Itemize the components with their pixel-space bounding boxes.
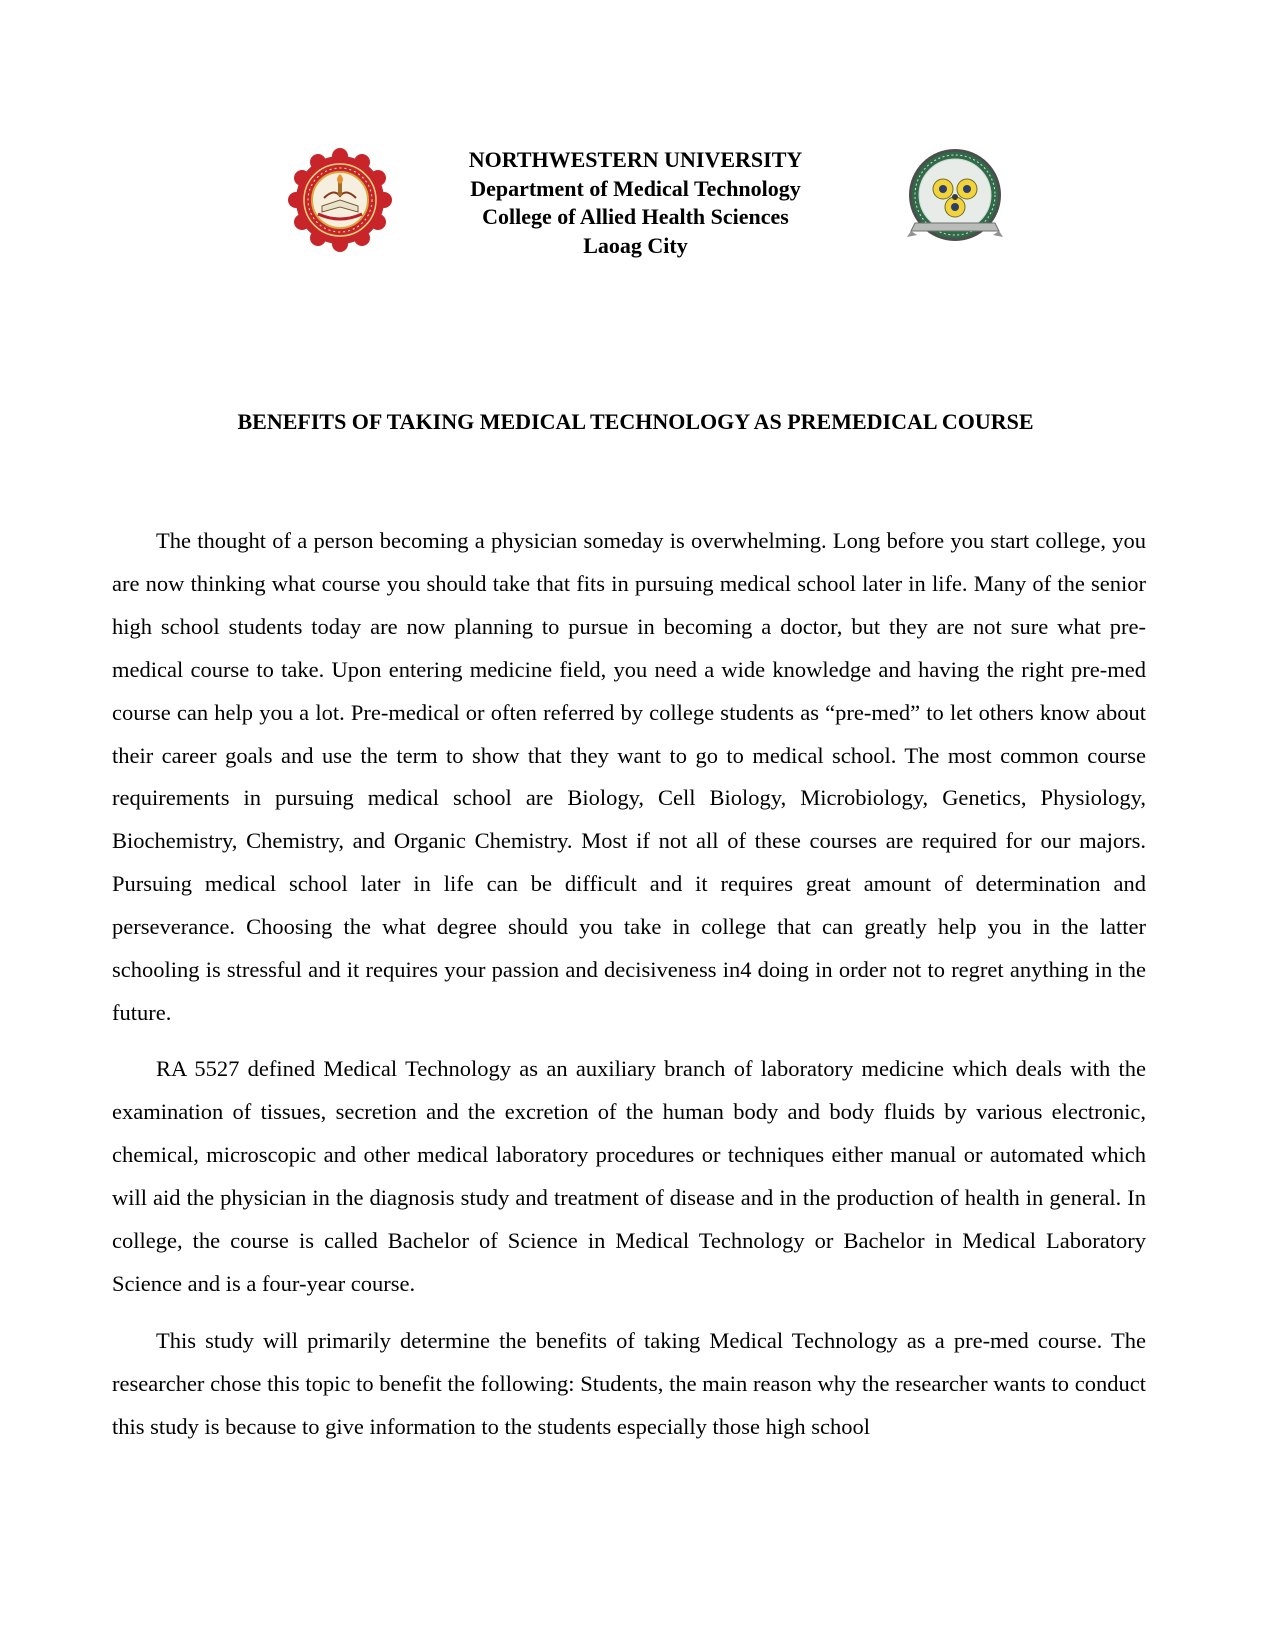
city-name: Laoag City	[583, 232, 688, 258]
institution-header	[0, 146, 1271, 260]
paragraph-3: This study will primarily determine the benefits of taking Medical Technology as a pre-med course. The researcher chose this topic to benefit the following: Students, the main reason why the researcher wants to conduct this study is because to give information to the students especially those high school	[112, 1328, 1146, 1439]
paragraph-1: The thought of a person becoming a physician someday is overwhelming. Long before you start college, you are now thinking what course you should take that fits in pursuing medical school later in life. Many of the senior high school students today are now planning to pursue in becoming a doctor, but they are not sure what pre-medical course to take. Upon entering medicine field, you need a wide knowledge and having the right pre-med course can help you a lot. Pre-medical or often referred by college students as “pre-med” to let others know about their career goals and use the term to show that they want to go to medical school. The most common course requirements in pursuing medical school are Biology, Cell Biology, Microbiology, Genetics, Physiology, Biochemistry, Chemistry, and Organic Chemistry. Most if not all of these courses are required for our majors. Pursuing medical school later in life can be difficult and it requires great amount of determination and perseverance. Choosing the what degree should you take in college that can greatly help you in the latter schooling is stressful and it requires your passion and decisiveness in4 doing in order not to regret anything in the future.	[112, 528, 1146, 1025]
university-name: NORTHWESTERN UNIVERSITY	[468, 147, 803, 172]
department-name: Department of Medical Technology	[470, 175, 801, 201]
college-name: College of Allied Health Sciences	[482, 204, 789, 229]
document-title: BENEFITS OF TAKING MEDICAL TECHNOLOGY AS PREMEDICAL COURSE	[237, 409, 1034, 434]
college-seal-icon	[903, 145, 1007, 249]
paragraph-2: RA 5527 defined Medical Technology as an auxiliary branch of laboratory medicine which deals with the examination of tissues, secretion and the excretion of the human body and body fluids by various electronic, chemical, microscopic and other medical laboratory procedures or techniques either manual or automated which will aid the physician in the diagnosis study and treatment of disease and in the production of health in general. In college, the course is called Bachelor of Science in Medical Technology or Bachelor in Medical Laboratory Science and is a four-year course.	[112, 1056, 1146, 1296]
